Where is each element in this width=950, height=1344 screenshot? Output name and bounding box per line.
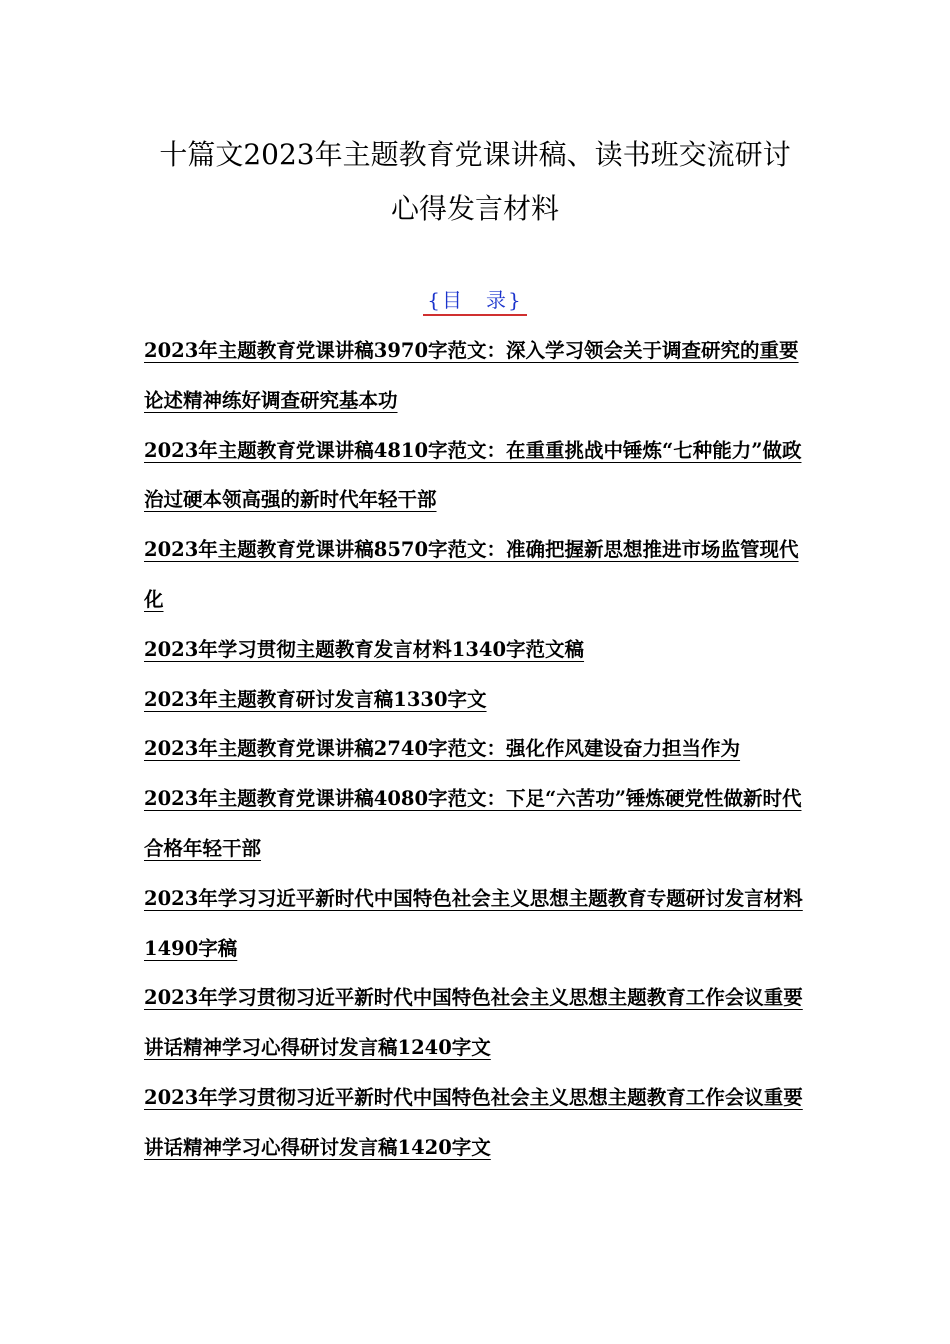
toc-item-9[interactable]: 2023年学习贯彻习近平新时代中国特色社会主义思想主题教育工作会议重要讲话精神学习心得研讨发言稿1240字文: [144, 986, 803, 1060]
toc-item-7[interactable]: 2023年主题教育党课讲稿4080字范文：下足“六苦功”锤炼硬党性做新时代合格年轻干部: [144, 787, 802, 860]
toc-item-1[interactable]: 2023年主题教育党课讲稿3970字范文：深入学习领会关于调查研究的重要论述精神练好调查研究基本功: [144, 339, 799, 412]
toc-item-3[interactable]: 2023年主题教育党课讲稿8570字范文：准确把握新思想推进市场监管现代化: [144, 538, 799, 611]
toc-heading-text: {目 录}: [423, 288, 526, 316]
table-of-contents: [144, 326, 809, 1173]
toc-item-2[interactable]: 2023年主题教育党课讲稿4810字范文：在重重挑战中锤炼“七种能力”做政治过硬本领高强的新时代年轻干部: [144, 438, 802, 512]
toc-item-4[interactable]: 2023年学习贯彻主题教育发言材料1340字范文稿: [144, 637, 585, 661]
toc-item-10[interactable]: 2023年学习贯彻习近平新时代中国特色社会主义思想主题教育工作会议重要讲话精神学习心得研讨发言稿1420字文: [144, 1085, 803, 1159]
toc-item-5[interactable]: 2023年主题教育研讨发言稿1330字文: [144, 687, 487, 711]
toc-heading: [0, 282, 950, 318]
title-line-2: 心得发言材料: [390, 192, 559, 225]
document-title: [100, 128, 850, 236]
title-line-1: 十篇文2023年主题教育党课讲稿、读书班交流研讨: [159, 138, 791, 171]
toc-item-8[interactable]: 2023年学习习近平新时代中国特色社会主义思想主题教育专题研讨发言材料1490字稿: [144, 886, 803, 960]
toc-item-6[interactable]: 2023年主题教育党课讲稿2740字范文：强化作风建设奋力担当作为: [144, 737, 741, 761]
